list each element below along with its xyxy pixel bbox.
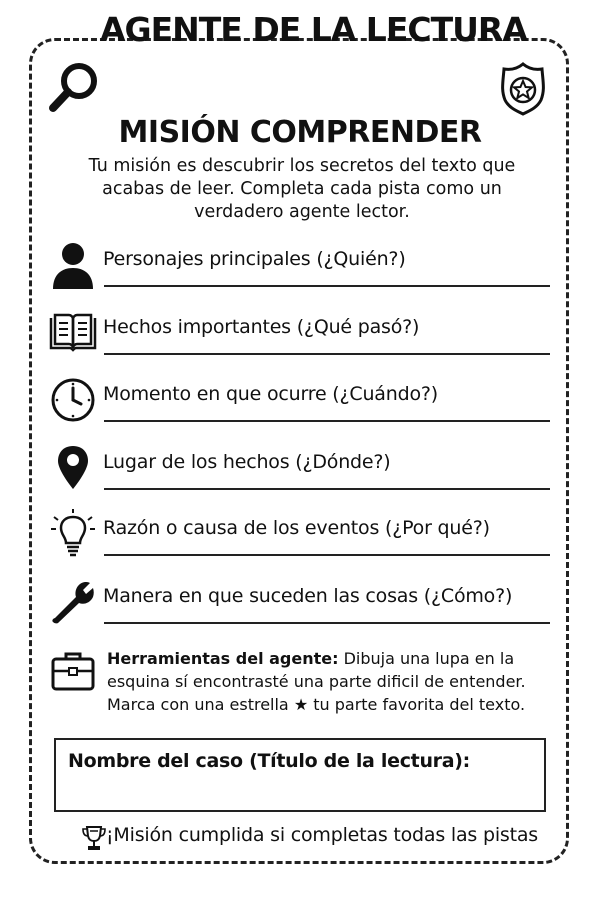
person-icon bbox=[48, 240, 98, 290]
answer-line[interactable] bbox=[104, 353, 550, 355]
clue-events bbox=[48, 306, 558, 372]
tools-instructions-1: Dibuja una lupa en la esquina sí encontrasté una parte dificil de entender. Marca con una estrella bbox=[107, 649, 526, 714]
clue-label: Manera en que suceden las cosas (¿Cómo?) bbox=[103, 585, 513, 607]
clue-reason bbox=[48, 507, 558, 573]
page-subtitle: MISIÓN COMPRENDER bbox=[118, 115, 482, 150]
wrench-icon bbox=[48, 577, 98, 627]
footer-text: ¡Misión cumplida si completas todas las pistas bbox=[106, 824, 538, 846]
answer-line[interactable] bbox=[104, 285, 550, 287]
tools-instructions-2: tu parte favorita del texto. bbox=[308, 695, 526, 714]
briefcase-icon bbox=[50, 649, 96, 693]
lightbulb-icon bbox=[48, 509, 98, 559]
clue-label: Personajes principales (¿Quién?) bbox=[103, 248, 406, 270]
answer-line[interactable] bbox=[104, 622, 550, 624]
clue-label: Lugar de los hechos (¿Dónde?) bbox=[103, 451, 391, 473]
clue-label: Momento en que ocurre (¿Cuándo?) bbox=[103, 383, 438, 405]
answer-line[interactable] bbox=[104, 420, 550, 422]
magnifier-icon bbox=[46, 60, 102, 116]
location-pin-icon bbox=[48, 443, 98, 493]
book-icon bbox=[48, 308, 98, 358]
answer-line[interactable] bbox=[104, 554, 550, 556]
clue-label: Hechos importantes (¿Qué pasó?) bbox=[103, 316, 420, 338]
clue-characters bbox=[48, 238, 558, 304]
case-title-label: Nombre del caso (Título de la lectura): bbox=[68, 750, 470, 772]
clue-manner bbox=[48, 575, 558, 641]
page-title: AGENTE DE LA LECTURA bbox=[100, 10, 527, 49]
tools-text bbox=[107, 647, 567, 716]
clue-place bbox=[48, 441, 558, 507]
agent-tools bbox=[48, 643, 558, 723]
star-icon: ★ bbox=[293, 695, 309, 714]
tools-heading: Herramientas del agente: bbox=[107, 649, 339, 668]
police-badge-icon bbox=[499, 60, 547, 116]
footer bbox=[82, 822, 552, 854]
clock-icon bbox=[48, 375, 98, 425]
clue-time bbox=[48, 373, 558, 439]
answer-line[interactable] bbox=[104, 488, 550, 490]
trophy-icon bbox=[82, 825, 106, 851]
case-title-field[interactable] bbox=[54, 738, 546, 812]
clue-label: Razón o causa de los eventos (¿Por qué?) bbox=[103, 517, 490, 539]
intro-text: Tu misión es descubrir los secretos del texto que acabas de leer. Completa cada pista como un verdadero agente lector. bbox=[88, 156, 516, 222]
